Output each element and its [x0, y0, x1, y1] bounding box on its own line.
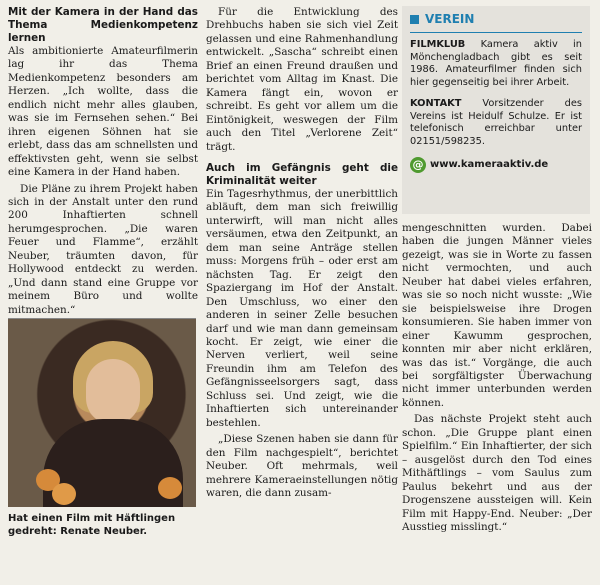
verein-infobox [402, 6, 590, 214]
article-column-1 [8, 6, 198, 320]
paragraph: Als ambitionierte Amateurfilmerin lag ihr das Thema Medienkompetenz besonders am Herzen. „Ich wollte, dass die endlich nicht mehr alles glauben, was sie im Fernsehen sehen.“ Bei ihren eigenen Söhnen hat sie erlebt, dass das am schnellsten und effektivsten geht, wenn sie selbst eine Kamera in der Hand haben. [8, 45, 198, 179]
portrait-photo [8, 318, 196, 507]
filmklub-text: FILMKLUB Kamera aktiv in Mönchengladbach gibt es seit 1986. Amateurfilmer finden sich hier gegenseitig bei ihrer Arbeit. [410, 39, 582, 89]
subheading-kriminalitaet: Auch im Gefängnis geht die Kriminalität weiter [206, 161, 398, 187]
website-link[interactable] [410, 157, 582, 173]
paragraph: Ein Tagesrhythmus, der unerbittlich abläuft, dem man sich freiwillig unterwirft, will man nicht alles versäumen, etwa den Zeitpunkt, an dem man seine Anträge stellen muss: Morgens früh – oder erst am nächsten Tag. Er zeigt den Spaziergang im Hof der Anstalt. Den Umschluss, wo einer den anderen in seiner Zelle besuchen darf und wie man dann gemeinsam kocht. Er zeigt, wie einer die Nerven verliert, weil seine Freundin ihm am Telefon des Gefängnisseelsorgers sagt, dass Schluss sei. Und zeigt, wie die Inhaftierten sich untereinander bestehlen. [206, 187, 398, 429]
at-icon: @ [410, 157, 426, 173]
divider [410, 32, 582, 33]
website-url: www.kameraaktiv.de [430, 159, 549, 171]
infobox-header [402, 6, 590, 30]
paragraph: Die Pläne zu ihrem Projekt haben sich in der Anstalt unter den rund 200 Inhaftierten schnell herumgesprochen. „Die waren Feuer und Flamme“, erzählt Neuber, träumten davon, für Hollywood entdeckt zu werden. „Und dann stand eine Gruppe vor meinem Büro und wollte mitmachen.“ [8, 182, 198, 316]
square-icon [410, 15, 419, 24]
infobox-title: VEREIN [425, 12, 475, 26]
photo-caption: Hat einen Film mit Häftlingen gedreht: Renate Neuber. [8, 513, 176, 537]
photo-face [86, 359, 140, 425]
paragraph: mengeschnitten wurden. Dabei haben die jungen Männer vieles gezeigt, was sie in Worte zu fassen nicht vermochten, und auch Neuber hat dabei vieles erfahren, was sie so noch nicht wusste: „Wie sie beispielsweise ihre Drogen konsumieren. Sie haben immer von einer Kawumm gesprochen, konnten mir aber nicht erklären, was das ist.“ Vorgänge, die auch bei sorgfältigster Überwachung nicht immer unterbunden werden können. [402, 222, 592, 409]
article-column-2 [206, 6, 398, 503]
kontakt-text: KONTAKT Vorsitzender des Vereins ist Heidulf Schulze. Er ist telefonisch erreichbar unter 02151/598235. [410, 97, 582, 147]
flower-icon [52, 483, 76, 505]
article-column-3 [402, 222, 592, 537]
paragraph: Das nächste Projekt steht auch schon. „Die Gruppe plant einen Spielfilm.“ Ein Inhaftierter, der sich – ausgelöst durch den Tod eines Mithäftlings – vom Saulus zum Paulus bekehrt und aus der Drogenszene aussteigen will. Kein Film mit Happy-End. Neuber: „Der Ausstieg misslingt.“ [402, 413, 592, 533]
flower-icon [158, 477, 182, 499]
paragraph: Für die Entwicklung des Drehbuchs haben sie sich viel Zeit gelassen und eine Rahmenhandlung entwickelt. „Sascha“ schreibt einen Brief an einen Freund draußen und berichtet vom Alltag im Knast. Die Kamera fängt ein, wovon er schreibt. Es geht vor allem um die Eintönigkeit, weswegen der Film auch den Titel „Verlorene Zeit“ trägt. [206, 6, 398, 153]
subheading-medienkompetenz: Mit der Kamera in der Hand das Thema Medienkompetenz lernen [8, 6, 198, 44]
paragraph: „Diese Szenen haben sie dann für den Film nachgespielt“, berichtet Neuber. Oft mehrmals, weil mehrere Kameraeinstellungen nötig waren, die dann zusam- [206, 433, 398, 499]
